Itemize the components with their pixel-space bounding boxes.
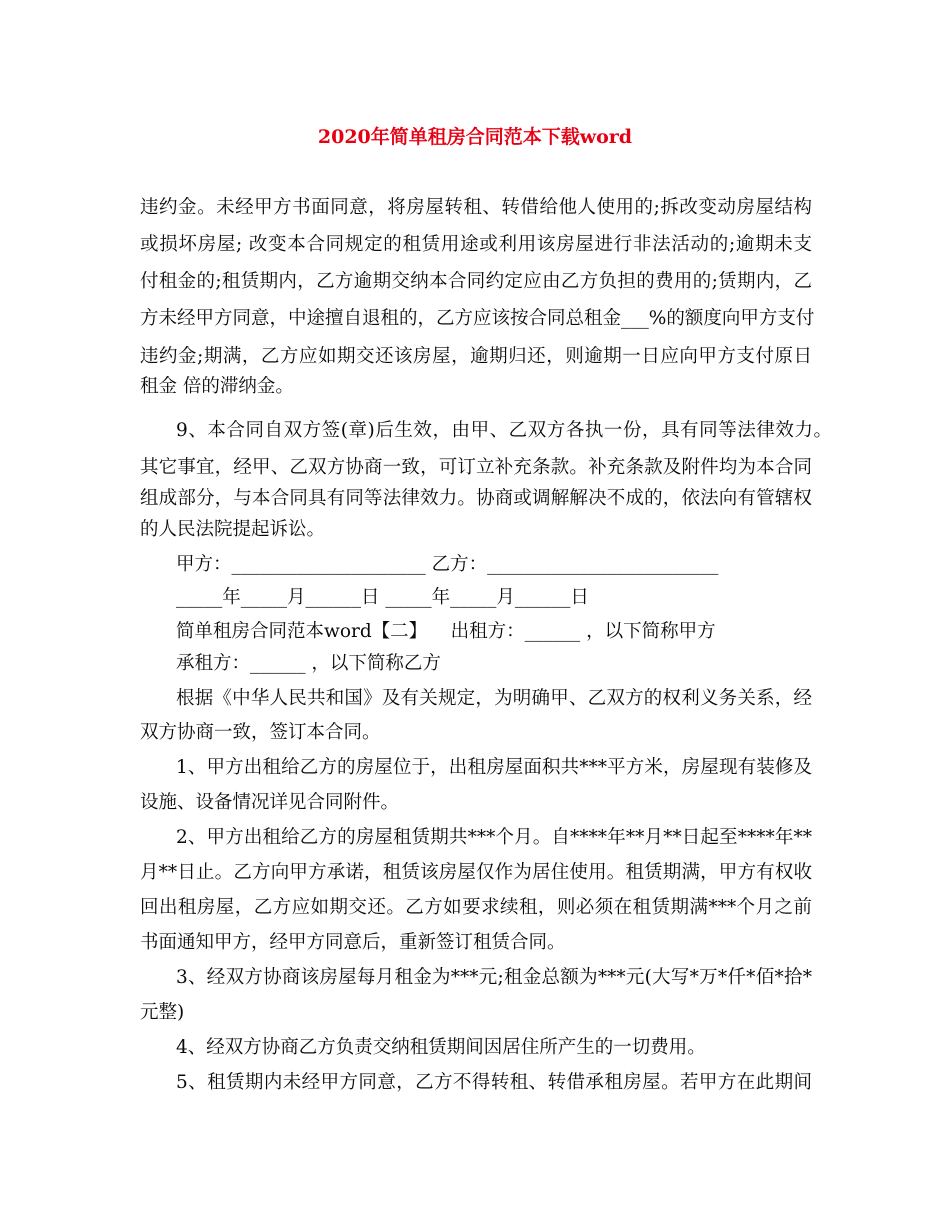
body-line: 的人民法院提起诉讼。	[140, 519, 326, 540]
body-line: 书面通知甲方，经甲方同意后，重新签订租赁合同。	[140, 932, 566, 953]
body-line: 租金 倍的滞纳金。	[140, 376, 294, 397]
body-line: 付租金的;租赁期内，乙方逾期交纳本合同约定应由乙方负担的费用的;赁期内，乙	[140, 271, 812, 292]
lessee-line: 承租方：______ ，以下简称乙方	[176, 653, 441, 674]
preamble-line: 根据《中华人民共和国》及有关规定，为明确甲、乙双方的权利义务关系，经	[176, 688, 812, 709]
clause-5-line: 5、租赁期内未经甲方同意，乙方不得转租、转借承租房屋。若甲方在此期间	[176, 1072, 812, 1093]
body-line: 元整)	[140, 1002, 185, 1023]
body-line: 其它事宜，经甲、乙双方协商一致，可订立补充条款。补充条款及附件均为本合同	[140, 457, 812, 478]
clause-9-line: 9、本合同自双方签(章)后生效，由甲、乙双方各执一份，具有同等法律效力。	[176, 420, 832, 441]
body-line: 双方协商一致，签订本合同。	[140, 722, 381, 743]
signature-line: 甲方：_____________________ 乙方：_________________________	[176, 554, 719, 575]
body-line: 或损坏房屋; 改变本合同规定的租赁用途或利用该房屋进行非法活动的;逾期未支	[140, 234, 812, 255]
section-heading-lessor-line: 简单租房合同范本word【二】 出租方：______ ，以下简称甲方	[176, 621, 716, 642]
body-line: 回出租房屋，乙方应如期交还。乙方如要求续租，则必须在租赁期满***个月之前	[140, 897, 812, 918]
clause-4-line: 4、经双方协商乙方负责交纳租赁期间因居住所产生的一切费用。	[176, 1037, 706, 1058]
clause-2-line: 2、甲方出租给乙方的房屋租赁期共***个月。自****年**月**日起至****年**	[176, 827, 812, 848]
body-line: 组成部分，与本合同具有同等法律效力。协商或调解解决不成的，依法向有管辖权	[140, 488, 812, 509]
document-title: 2020年简单租房合同范本下载word	[317, 126, 633, 148]
body-line: 方未经甲方同意，中途擅自退租的，乙方应该按合同总租金___%的额度向甲方支付	[140, 308, 815, 329]
clause-3-line: 3、经双方协商该房屋每月租金为***元;租金总额为***元(大写*万*仟*佰*拾*	[176, 967, 812, 988]
date-line: _____年_____月______日 _____年_____月______日	[176, 587, 589, 608]
body-line: 设施、设备情况详见合同附件。	[140, 792, 400, 813]
clause-1-line: 1、甲方出租给乙方的房屋位于，出租房屋面积共***平方米，房屋现有装修及	[176, 757, 812, 778]
body-line: 月**日止。乙方向甲方承诺，租赁该房屋仅作为居住使用。租赁期满，甲方有权收	[140, 862, 812, 883]
body-line: 违约金。未经甲方书面同意，将房屋转租、转借给他人使用的;拆改变动房屋结构	[140, 197, 812, 218]
body-line: 违约金;期满，乙方应如期交还该房屋，逾期归还，则逾期一日应向甲方支付原日	[140, 346, 812, 367]
